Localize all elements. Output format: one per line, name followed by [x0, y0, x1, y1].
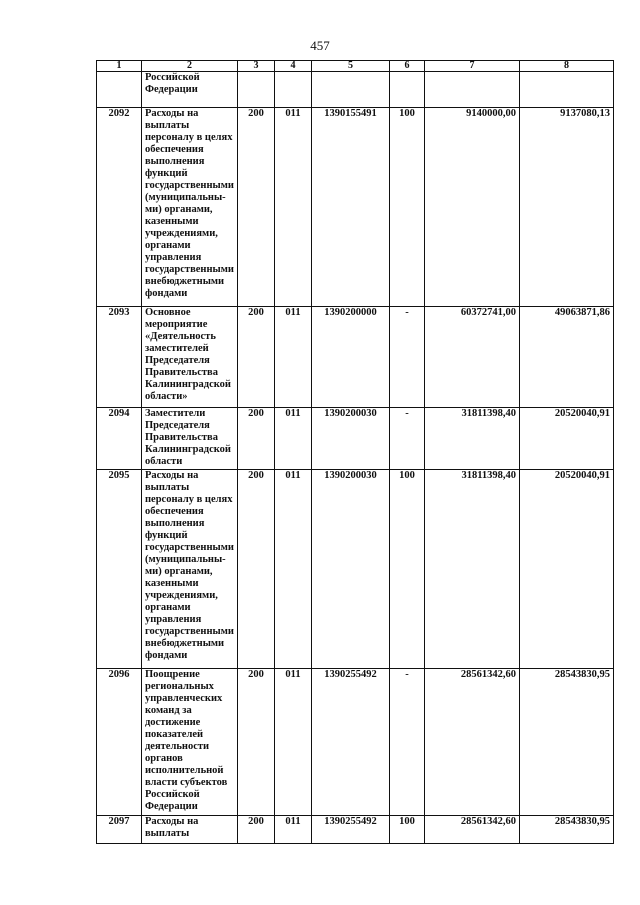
table-row [97, 669, 614, 816]
row-col6 [390, 72, 425, 108]
row-col4: 011 [275, 816, 312, 844]
row-col8: 9137080,13 [520, 108, 614, 307]
header-col-4: 4 [275, 61, 312, 72]
header-col-7: 7 [425, 61, 520, 72]
row-number: 2096 [97, 669, 142, 816]
row-number: 2097 [97, 816, 142, 844]
row-col3: 200 [238, 408, 275, 470]
row-col8: 20520040,91 [520, 470, 614, 669]
table-row [97, 72, 614, 108]
row-col7: 9140000,00 [425, 108, 520, 307]
row-col3: 200 [238, 108, 275, 307]
row-col5: 1390255492 [312, 669, 390, 816]
row-col4: 011 [275, 470, 312, 669]
row-col4 [275, 72, 312, 108]
row-col3 [238, 72, 275, 108]
row-col3: 200 [238, 307, 275, 408]
row-col6: - [390, 307, 425, 408]
row-name: Расходы на выплаты персоналу в целях обеспечения выполнения функций государственными (муниципальны-ми) органами, казенными учреждениями, органами управления государственными внебюджетными фондами [142, 108, 238, 307]
header-col-6: 6 [390, 61, 425, 72]
row-col5: 1390200030 [312, 408, 390, 470]
row-col4: 011 [275, 669, 312, 816]
row-col5: 1390155491 [312, 108, 390, 307]
row-name: Расходы на выплаты персоналу в целях обеспечения выполнения функций государственными (муниципальны-ми) органами, казенными учреждениями, органами управления государственными внебюджетными фондами [142, 470, 238, 669]
row-col6: - [390, 408, 425, 470]
row-col3: 200 [238, 669, 275, 816]
row-col7: 31811398,40 [425, 408, 520, 470]
row-col5: 1390200000 [312, 307, 390, 408]
table-row [97, 816, 614, 844]
row-number: 2094 [97, 408, 142, 470]
row-name: Основное мероприятие «Деятельность заместителей Председателя Правительства Калининградской области» [142, 307, 238, 408]
row-name: Расходы на выплаты [142, 816, 238, 844]
row-col8: 28543830,95 [520, 669, 614, 816]
header-col-3: 3 [238, 61, 275, 72]
table-row [97, 408, 614, 470]
row-col7: 31811398,40 [425, 470, 520, 669]
table-header [97, 61, 614, 72]
row-col8: 28543830,95 [520, 816, 614, 844]
row-col7: 28561342,60 [425, 669, 520, 816]
row-number: 2093 [97, 307, 142, 408]
row-col5: 1390255492 [312, 816, 390, 844]
header-col-2: 2 [142, 61, 238, 72]
table-row [97, 307, 614, 408]
row-col7: 60372741,00 [425, 307, 520, 408]
row-col4: 011 [275, 408, 312, 470]
row-col7 [425, 72, 520, 108]
row-col8: 49063871,86 [520, 307, 614, 408]
row-col8: 20520040,91 [520, 408, 614, 470]
row-number: 2092 [97, 108, 142, 307]
row-name: Российской Федерации [142, 72, 238, 108]
row-col5: 1390200030 [312, 470, 390, 669]
budget-table [96, 60, 614, 844]
row-name: Заместители Председателя Правительства Калининградской области [142, 408, 238, 470]
table-row [97, 108, 614, 307]
table-body [97, 72, 614, 844]
row-col7: 28561342,60 [425, 816, 520, 844]
row-col6: 100 [390, 108, 425, 307]
row-col6: - [390, 669, 425, 816]
row-col3: 200 [238, 470, 275, 669]
page-number: 457 [310, 38, 330, 53]
header-col-1: 1 [97, 61, 142, 72]
row-number [97, 72, 142, 108]
table-row [97, 470, 614, 669]
row-col8 [520, 72, 614, 108]
header-col-8: 8 [520, 61, 614, 72]
row-col4: 011 [275, 108, 312, 307]
row-col5 [312, 72, 390, 108]
row-col6: 100 [390, 816, 425, 844]
row-number: 2095 [97, 470, 142, 669]
row-col6: 100 [390, 470, 425, 669]
header-col-5: 5 [312, 61, 390, 72]
row-name: Поощрение региональных управленческих команд за достижение показателей деятельности органов исполнительной власти субъектов Российской Федерации [142, 669, 238, 816]
row-col3: 200 [238, 816, 275, 844]
row-col4: 011 [275, 307, 312, 408]
header-row [97, 61, 614, 72]
